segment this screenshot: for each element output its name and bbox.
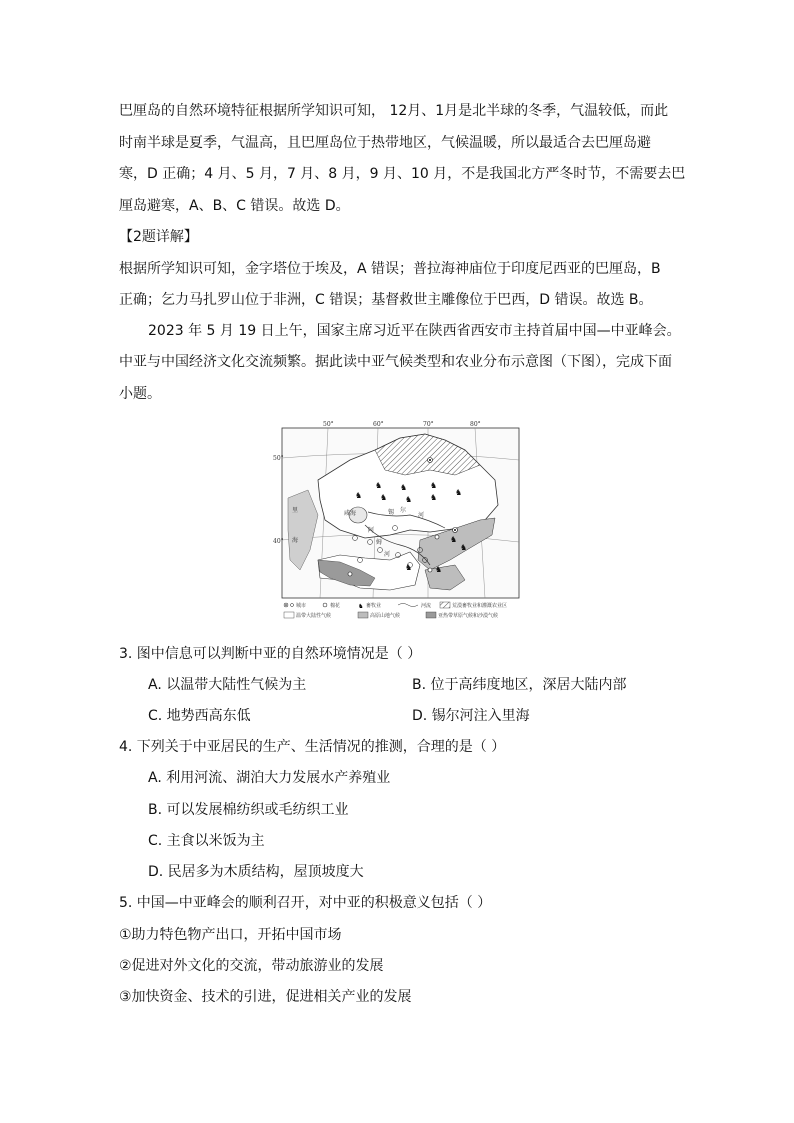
- legend-subtropical: 亚热带草原气候和沙漠气候: [438, 613, 499, 619]
- text-line: 巴厘岛的自然环境特征根据所学知识可知， 12月、1月是北半球的冬季，气温较低，而此: [119, 103, 669, 119]
- q5-item: ②促进对外文化的交流，带动旅游业的发展: [119, 958, 384, 974]
- q3-option-a[interactable]: A. 以温带大陆性气候为主: [148, 677, 307, 693]
- lon-label: 80°: [470, 421, 481, 428]
- svg-text:♞: ♞: [460, 543, 468, 552]
- svg-text:♞: ♞: [355, 491, 363, 500]
- place-label: 海: [292, 537, 299, 544]
- river-icon: [398, 604, 418, 607]
- q4-option-c[interactable]: C. 主食以米饭为主: [148, 833, 265, 849]
- central-asia-map: [273, 420, 522, 622]
- svg-text:♞: ♞: [400, 483, 408, 492]
- q4-option-d[interactable]: D. 民居多为木质结构，屋顶坡度大: [148, 864, 364, 880]
- svg-text:♞: ♞: [430, 493, 438, 502]
- text-line: 正确；乞力马扎罗山位于非洲，C 错误；基督救世主雕像位于巴西，D 错误。故选 B。: [119, 292, 653, 308]
- place-label: 河: [384, 551, 391, 558]
- q3-option-d[interactable]: D. 锡尔河注入里海: [412, 708, 530, 724]
- legend-river: 河流: [421, 603, 432, 609]
- q2-detail-heading: 【2题详解】: [119, 229, 198, 245]
- q4-stem: 4. 下列关于中亚居民的生产、生活情况的推测，合理的是（ ）: [119, 739, 506, 755]
- svg-text:♞: ♞: [375, 481, 383, 490]
- q4-option-b[interactable]: B. 可以发展棉纺织或毛纺织工业: [148, 802, 349, 818]
- lon-label: 70°: [423, 421, 434, 428]
- svg-text:♞: ♞: [380, 493, 388, 502]
- q5-item: ①助力特色物产出口，开拓中国市场: [119, 927, 342, 943]
- text-line: 厘岛避寒，A、B、C 错误。故选 D。: [119, 198, 350, 214]
- legend-temperate: 温带大陆性气候: [296, 613, 332, 619]
- q3-stem: 3. 图中信息可以判断中亚的自然环境情况是（ ）: [119, 646, 422, 662]
- legend-wasteland: 荒漠畜牧业和灌溉农业区: [452, 603, 508, 609]
- legend-highland: 高原山地气候: [370, 613, 401, 619]
- text-line: 根据所学知识可知，金字塔位于埃及，A 错误；普拉海神庙位于印度尼西亚的巴厘岛，B: [119, 261, 661, 277]
- place-label: 阿: [368, 527, 375, 534]
- q3-option-c[interactable]: C. 地势西高东低: [148, 708, 251, 724]
- q4-option-a[interactable]: A. 利用河流、湖泊大力发展水产养殖业: [148, 770, 391, 786]
- q5-item: ③加快资金、技术的引进，促进相关产业的发展: [119, 989, 412, 1005]
- lon-label: 60°: [373, 421, 384, 428]
- place-label: 咸海: [344, 510, 357, 517]
- place-label: 姆: [376, 539, 383, 546]
- place-label: 里: [292, 507, 299, 514]
- svg-text:♞: ♞: [405, 563, 413, 572]
- svg-text:♞: ♞: [405, 495, 413, 504]
- place-label: 河: [418, 512, 425, 519]
- place-label: 锡: [388, 509, 395, 516]
- legend-cotton: 棉花: [330, 603, 341, 609]
- intro-line: 小题。: [119, 386, 161, 402]
- intro-line: 中亚与中国经济文化交流频繁。据此读中亚气候类型和农业分布示意图（下图），完成下面: [119, 354, 672, 370]
- svg-text:♞: ♞: [435, 565, 443, 574]
- place-label: 尔: [400, 507, 407, 514]
- lon-label: 50°: [323, 421, 334, 428]
- svg-text:♞: ♞: [430, 481, 438, 490]
- lat-label: 40°: [273, 538, 284, 545]
- text-line: 时南半球是夏季，气温高，且巴厘岛位于热带地区，气候温暖，所以最适合去巴厘岛避: [119, 135, 651, 151]
- lat-label: 50°: [273, 455, 284, 462]
- legend-city: 城市: [296, 603, 307, 609]
- svg-text:♞: ♞: [450, 535, 458, 544]
- q5-stem: 5. 中国—中亚峰会的顺利召开，对中亚的积极意义包括（ ）: [119, 895, 492, 911]
- intro-line: 2023 年 5 月 19 日上午，国家主席习近平在陕西省西安市主持首届中国—中亚峰会。: [148, 323, 681, 339]
- livestock-icon: ♞: [358, 603, 364, 610]
- text-line: 寒，D 正确；4 月、5 月，7 月、8 月，9 月、10 月，不是我国北方严冬时节，不需要去巴: [119, 166, 686, 182]
- cotton-icon: [323, 603, 327, 607]
- q3-option-b[interactable]: B. 位于高纬度地区，深居大陆内部: [412, 677, 627, 693]
- svg-text:♞: ♞: [455, 488, 463, 497]
- legend-livestock: 畜牧业: [366, 603, 382, 609]
- map-legend: [284, 602, 507, 619]
